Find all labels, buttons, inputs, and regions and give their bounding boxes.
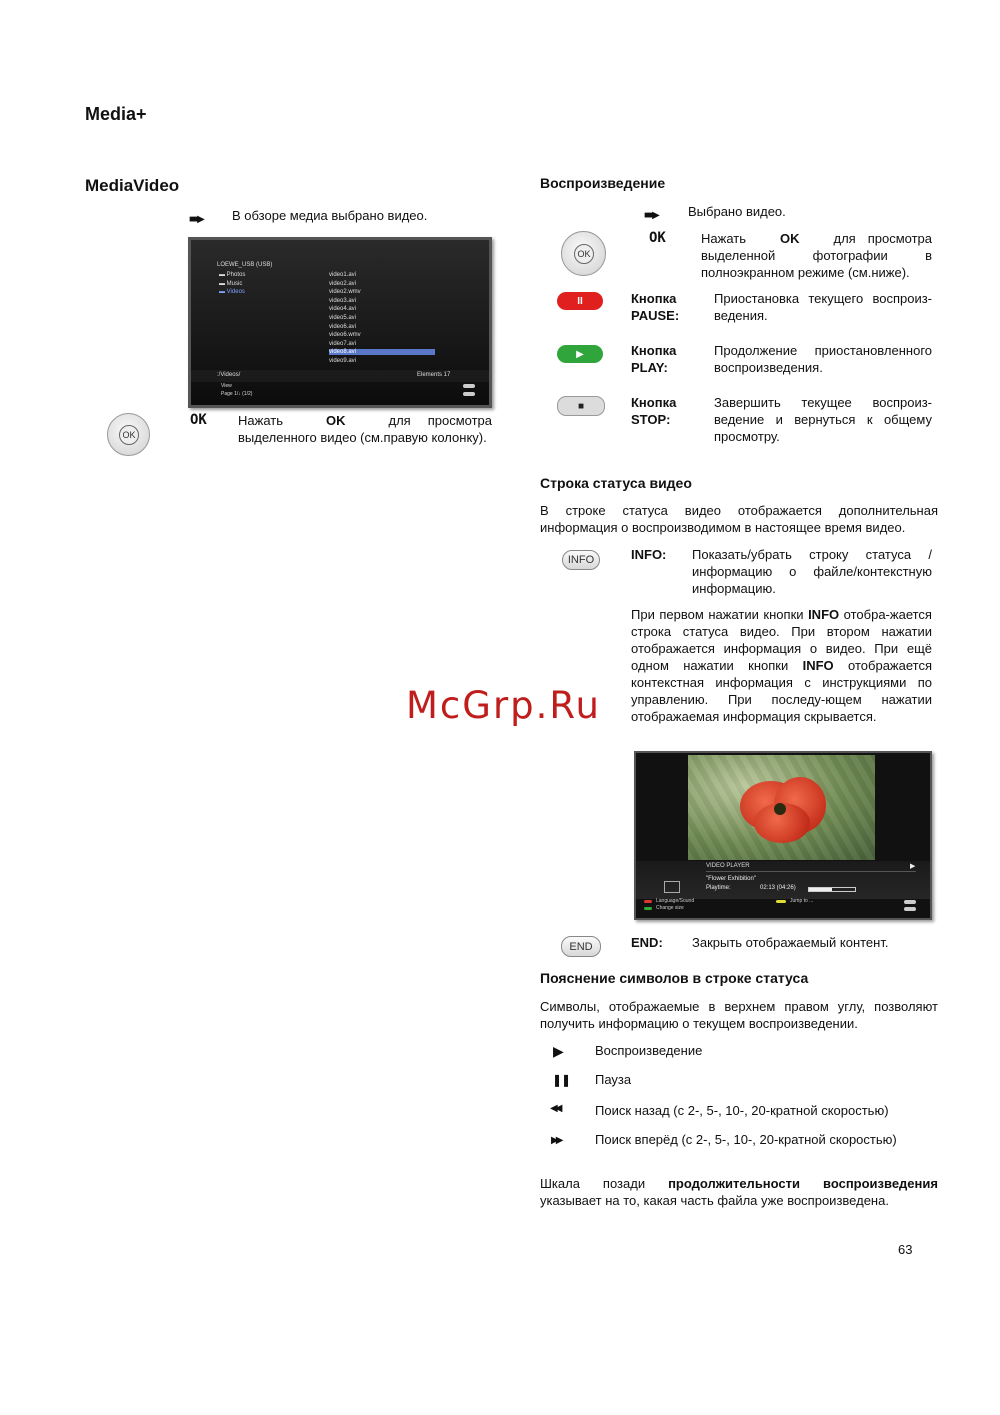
fast-forward-symbol-icon: ▶▶ [551,1135,561,1146]
player-heading: VIDEO PLAYER [706,863,750,869]
end-description: Закрыть отображаемый контент. [692,935,889,950]
outro-part: Шкала позади [540,1176,646,1191]
file-item[interactable]: video7.avi [329,340,357,347]
section-title-playback: Воспроизведение [540,175,666,191]
player-file: "Flower Exhibition" [706,876,756,882]
play-symbol-icon: ▶ [553,1043,564,1059]
stop-description: Завершить текущее воспроиз-ведение и вернуться к общему просмотру. [714,395,932,444]
footer-key-icon [904,900,916,904]
footer-change-size: Change size [656,905,684,911]
ok-desc-bold: OK [780,231,800,246]
end-key-label: END: [631,935,663,950]
para-part: При первом нажатии кнопки [631,607,804,622]
rewind-symbol-icon: ◀◀ [550,1103,560,1114]
playback-step1: Выбрано видео. [688,204,786,219]
step1-text: В обзоре медиа выбрано видео. [232,208,428,223]
progress-fill [809,888,832,891]
info-button-icon: INFO [562,550,600,570]
symbol-desc-pause: Пауза [595,1072,632,1087]
progress-bar [808,887,856,892]
footer-language: Language/Sound [656,898,695,904]
ok-description [238,412,492,446]
ok-desc-pre: Нажать [701,231,746,246]
file-item[interactable]: video6.avi [329,323,357,330]
info-description: Показать/убрать строку статуса / информацию о файле/контекстную информацию. [692,547,932,596]
para-bold: INFO [802,658,834,673]
video-player-screenshot [634,751,932,920]
file-item[interactable]: video2.avi [329,280,357,287]
player-playtime-label: Playtime: [706,885,731,891]
arrow-bullet-icon: ■■▶ [189,214,203,225]
remote-ok-button-icon [561,231,606,276]
status-bar [636,861,930,899]
path-text: :/Videos/ [217,372,241,378]
folder-item[interactable]: ▬ Photos [219,272,246,278]
section-title-status-line: Строка статуса видео [540,475,692,491]
symbols-outro [540,1175,938,1209]
folder-item[interactable]: ▬ Videos [219,289,245,296]
end-button-icon: END [561,936,601,957]
section-title-mediavideo: MediaVideo [85,176,180,195]
flower-photo [688,755,875,860]
file-item[interactable]: video9.avi [329,358,357,364]
info-paragraph [631,606,932,725]
outro-bold: продолжительности воспроизведения [668,1176,938,1191]
symbol-desc-forward: Поиск вперёд (с 2-, 5-, 10-, 20-кратной скоростью) [595,1132,897,1147]
device-name: LOEWE_USB (USB) [217,262,273,268]
outro-part: указывает на то, какая часть файла уже воспроизведена. [540,1193,889,1208]
file-item[interactable]: video2.wmv [329,289,361,296]
ok-desc-post: для просмотра выделенного видео (см.правую колонку). [238,413,492,445]
symbol-desc-play: Воспроизведение [595,1043,703,1058]
file-item[interactable]: video4.avi [329,306,357,313]
ok-desc-pre: Нажать [238,413,283,428]
green-key-icon [644,907,652,910]
file-item[interactable]: video5.avi [329,315,357,321]
folder-item[interactable]: ▬ Music [219,280,243,287]
player-playtime: 02:13 (04:26) [760,885,796,891]
file-item[interactable]: video1.avi [329,272,357,278]
watermark: McGrp.Ru [406,684,601,727]
ok-desc-bold: OK [326,413,346,428]
arrow-bullet-icon: ■■▶ [644,210,658,221]
pause-key-label: Кнопка PAUSE: [631,291,680,323]
ok-icon: OK [574,244,594,264]
pause-symbol-icon: ❚❚ [552,1073,571,1087]
stop-button-icon: ■ [557,396,605,416]
footer-key-icon [463,384,475,388]
footer-jump: Jump to ... [790,898,814,904]
para-part: отобра-жается строка статуса видео. При втором нажатии отображается информация о видео. При ещё одном нажатии кнопки [631,607,932,673]
play-button-icon: ▶ [557,345,603,363]
red-key-icon [644,900,652,903]
play-state-icon: ▶ [910,863,916,870]
page-header-title: Media+ [85,104,147,124]
status-line-intro: В строке статуса видео отображается дополнительная информация о воспроизводимом в настоящее время видео. [540,503,938,535]
media-browser-screenshot [188,237,492,408]
path-bar [191,370,489,382]
footer-key-icon [463,392,475,396]
file-item[interactable]: video3.avi [329,297,357,304]
para-part: отображается контекстная информация с инструкциями по управлению. При последу-ющем нажатии отображаемая информация скрывается. [631,658,932,724]
info-key-label: INFO: [631,547,667,562]
stop-key-label: Кнопка STOP: [631,395,677,427]
page-number: 63 [898,1242,913,1257]
clapper-icon [664,881,680,893]
play-key-label: Кнопка PLAY: [631,343,677,375]
footer-key-icon [904,907,916,911]
section-title-symbols: Пояснение символов в строке статуса [540,970,809,986]
file-item[interactable]: video8.avi [329,349,435,355]
pause-description: Приостановка текущего воспроиз-ведения. [714,291,932,323]
playback-ok-label: OK [649,230,666,246]
ok-icon: OK [119,425,139,445]
footer-view: View [221,383,232,389]
remote-ok-button-icon [107,413,150,456]
file-item[interactable]: video6.wmv [329,332,361,339]
ok-desc-post: для просмотра выделенной фотографии в полноэкранном режиме (см.ниже). [701,231,932,280]
pause-button-icon: II [557,292,603,310]
symbols-intro: Символы, отображаемые в верхнем правом углу, позволяют получить информацию о текущем воспроизведении. [540,999,938,1031]
yellow-key-icon [776,900,786,903]
symbol-desc-rewind: Поиск назад (с 2-, 5-, 10-, 20-кратной скоростью) [595,1103,889,1118]
footer-page: Page 1/↓ (1/2) [221,391,253,397]
elements-count: Elements 17 [417,372,451,378]
ok-label: OK [190,412,207,428]
playback-ok-description [701,230,932,281]
play-description: Продолжение приостановленного воспроизведения. [714,343,932,375]
para-bold: INFO [808,607,840,622]
